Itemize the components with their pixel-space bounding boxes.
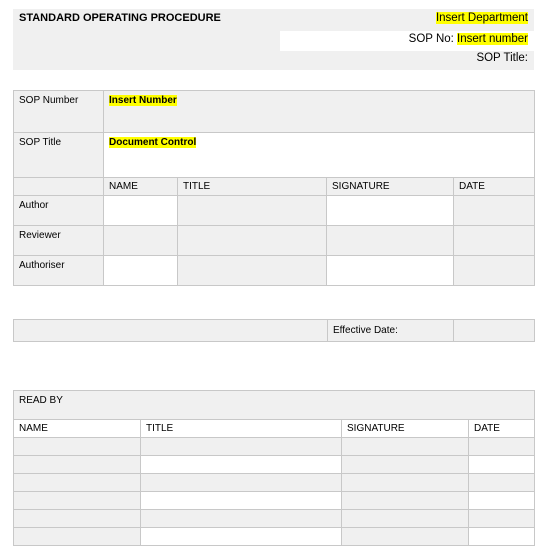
read-by-col-date: [468, 419, 535, 438]
author-row-label-cell: [13, 195, 104, 226]
col-header-name-text: NAME: [109, 181, 138, 192]
read-by-col-signature-text: SIGNATURE: [347, 423, 405, 434]
col-header-name: [103, 177, 178, 196]
authoriser-date-cell[interactable]: [453, 255, 535, 286]
authoriser-title-cell[interactable]: [177, 255, 327, 286]
read-by-signature-cell[interactable]: [341, 437, 469, 456]
col-header-title: [177, 177, 327, 196]
sop-number-label: SOP Number: [19, 95, 79, 106]
read-by-col-date-text: DATE: [474, 423, 500, 434]
sop-no-label: SOP No:: [408, 33, 454, 45]
read-by-col-title-text: TITLE: [146, 423, 174, 434]
read-by-col-title: [140, 419, 342, 438]
read-by-title-cell[interactable]: [140, 437, 342, 456]
reviewer-row-label-cell: [13, 225, 104, 256]
read-by-date-cell[interactable]: [468, 491, 535, 510]
read-by-signature-cell[interactable]: [341, 491, 469, 510]
authoriser-label: Authoriser: [19, 260, 65, 271]
document-title: STANDARD OPERATING PROCEDURE: [19, 12, 221, 24]
read-by-signature-cell[interactable]: [341, 527, 469, 546]
read-by-name-cell[interactable]: [13, 473, 141, 492]
authoriser-name-cell[interactable]: [103, 255, 178, 286]
sop-title-field[interactable]: [476, 52, 528, 64]
read-by-title-cell[interactable]: [140, 491, 342, 510]
author-date-cell[interactable]: [453, 195, 535, 226]
department-field[interactable]: [436, 12, 528, 24]
read-by-title-cell[interactable]: [140, 527, 342, 546]
sop-title-label-cell: [13, 132, 104, 178]
sop-title-value-cell[interactable]: [103, 132, 535, 178]
read-by-title-cell[interactable]: [140, 473, 342, 492]
read-by-col-name: [13, 419, 141, 438]
effective-date-value-cell[interactable]: [453, 319, 535, 342]
sop-title-label: SOP Title:: [476, 52, 528, 64]
sop-no-placeholder[interactable]: Insert number: [457, 33, 528, 45]
read-by-heading: READ BY: [19, 395, 63, 406]
sop-no-field[interactable]: [409, 33, 528, 45]
reviewer-date-cell[interactable]: [453, 225, 535, 256]
read-by-signature-cell[interactable]: [341, 473, 469, 492]
author-signature-cell[interactable]: [326, 195, 454, 226]
reviewer-title-cell[interactable]: [177, 225, 327, 256]
read-by-col-signature: [341, 419, 469, 438]
effective-date-label: Effective Date:: [333, 325, 398, 336]
col-header-date-text: DATE: [459, 181, 485, 192]
sop-title-label: SOP Title: [19, 137, 62, 148]
sop-title-value[interactable]: Document Control: [109, 137, 197, 148]
effective-blank-cell: [13, 319, 328, 342]
department-placeholder[interactable]: Insert Department: [435, 12, 528, 24]
effective-date-label-cell: [327, 319, 454, 342]
read-by-name-cell[interactable]: [13, 437, 141, 456]
authoriser-row-label-cell: [13, 255, 104, 286]
col-header-signature: [326, 177, 454, 196]
read-by-title-cell[interactable]: [140, 509, 342, 528]
author-label: Author: [19, 200, 49, 211]
read-by-date-cell[interactable]: [468, 509, 535, 528]
read-by-signature-cell[interactable]: [341, 509, 469, 528]
read-by-date-cell[interactable]: [468, 473, 535, 492]
read-by-col-name-text: NAME: [19, 423, 48, 434]
read-by-name-cell[interactable]: [13, 527, 141, 546]
read-by-name-cell[interactable]: [13, 509, 141, 528]
author-name-cell[interactable]: [103, 195, 178, 226]
read-by-name-cell[interactable]: [13, 455, 141, 474]
sop-number-value-cell[interactable]: [103, 90, 535, 133]
document-header: [13, 9, 534, 70]
reviewer-signature-cell[interactable]: [326, 225, 454, 256]
reviewer-name-cell[interactable]: [103, 225, 178, 256]
reviewer-label: Reviewer: [19, 230, 61, 241]
read-by-signature-cell[interactable]: [341, 455, 469, 474]
sop-number-value[interactable]: Insert Number: [109, 95, 177, 106]
roles-header-blank: [13, 177, 104, 196]
col-header-signature-text: SIGNATURE: [332, 181, 390, 192]
authoriser-signature-cell[interactable]: [326, 255, 454, 286]
col-header-date: [453, 177, 535, 196]
read-by-title-cell[interactable]: [140, 455, 342, 474]
sop-number-label-cell: [13, 90, 104, 133]
header-band: [13, 51, 534, 70]
read-by-date-cell[interactable]: [468, 437, 535, 456]
read-by-date-cell[interactable]: [468, 455, 535, 474]
read-by-name-cell[interactable]: [13, 491, 141, 510]
read-by-date-cell[interactable]: [468, 527, 535, 546]
read-by-heading-cell: [13, 390, 535, 420]
author-title-cell[interactable]: [177, 195, 327, 226]
col-header-title-text: TITLE: [183, 181, 211, 192]
